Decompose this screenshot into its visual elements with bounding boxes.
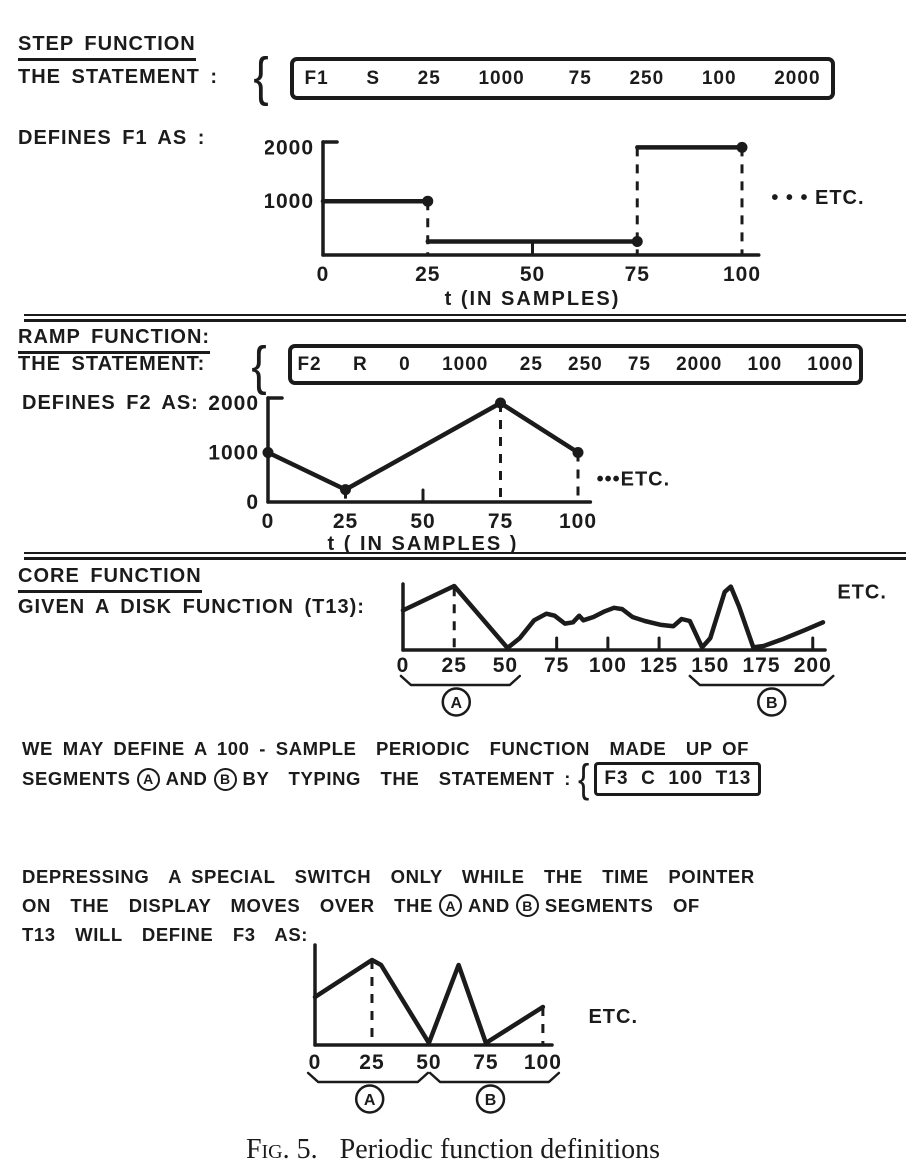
periodic-line2-part2: AND [165, 768, 208, 789]
svg-text:75: 75 [543, 654, 570, 677]
svg-text:1000: 1000 [208, 441, 259, 465]
svg-text:75: 75 [473, 1051, 499, 1074]
segment-a-badge: A [137, 768, 160, 791]
svg-text:B: B [765, 695, 778, 712]
switch-text-line1: DEPRESSING A SPECIAL SWITCH ONLY WHILE THE TIME POINTER [22, 866, 755, 887]
statement-label-1: THE STATEMENT : [18, 66, 219, 88]
left-brace-glyph-3: { [578, 757, 590, 801]
statement-text-f2: F2 R 0 1000 25 250 75 2000 100 1000 [297, 353, 854, 375]
svg-text:75: 75 [624, 263, 650, 286]
switch-line2-part3: SEGMENTS OF [544, 894, 700, 916]
section-divider-1 [24, 314, 906, 322]
svg-text:0: 0 [246, 491, 259, 514]
svg-text:ETC.: ETC. [837, 581, 887, 604]
svg-text:• • • ETC.: • • • ETC. [771, 186, 865, 209]
svg-text:125: 125 [640, 654, 679, 677]
periodic-line2-part1: SEGMENTS [22, 768, 131, 789]
svg-text:A: A [363, 1092, 376, 1109]
svg-text:175: 175 [742, 654, 781, 677]
svg-text:0: 0 [261, 510, 275, 533]
left-brace-glyph-2: { [251, 336, 267, 396]
svg-text:•••ETC.: •••ETC. [596, 468, 671, 491]
defines-f1-label: DEFINES F1 AS : [18, 127, 206, 149]
figure-number: Fig. 5. [245, 1134, 318, 1165]
svg-text:25: 25 [415, 263, 441, 286]
svg-text:75: 75 [487, 510, 514, 533]
step-function-heading: STEP FUNCTION [18, 33, 196, 61]
svg-text:2000: 2000 [265, 136, 314, 160]
core-function-heading: CORE FUNCTION [18, 565, 202, 593]
segment-b-badge: B [214, 768, 237, 791]
ramp-function-heading: RAMP FUNCTION: [18, 326, 210, 354]
figure-caption [0, 1134, 906, 1166]
ramp-function-chart [170, 388, 730, 565]
svg-text:25: 25 [332, 510, 359, 533]
given-disk-function-label: GIVEN A DISK FUNCTION (T13): [18, 596, 365, 618]
statement-label-2: THE STATEMENT: [18, 353, 206, 375]
svg-text:1000: 1000 [265, 190, 314, 214]
svg-text:0: 0 [396, 654, 410, 677]
svg-text:50: 50 [492, 654, 519, 677]
statement-text-f1: F1 S 25 1000 75 250 100 2000 [304, 67, 821, 89]
svg-text:150: 150 [691, 654, 730, 677]
svg-text:B: B [484, 1092, 497, 1109]
switch-line2-part2: AND [467, 894, 510, 916]
disk-function-t13-chart [388, 572, 906, 745]
segment-b-badge-2: B [516, 894, 539, 917]
left-brace-glyph-1: { [253, 47, 269, 107]
svg-text:100: 100 [722, 263, 762, 286]
svg-text:50: 50 [416, 1051, 442, 1074]
svg-text:100: 100 [523, 1051, 562, 1074]
svg-text:100: 100 [558, 510, 598, 533]
svg-text:0: 0 [308, 1051, 322, 1074]
switch-text-line3: T13 WILL DEFINE F3 AS: [22, 924, 309, 945]
section-divider-2 [24, 552, 906, 560]
periodic-line2-part3: BY TYPING THE STATEMENT : [242, 768, 571, 789]
svg-text:50: 50 [410, 510, 436, 533]
defines-f2-label: DEFINES F2 AS: [22, 392, 199, 414]
step-function-chart [265, 130, 898, 325]
svg-text:t ( IN SAMPLES ): t ( IN SAMPLES ) [327, 533, 519, 555]
svg-text:0: 0 [316, 263, 330, 286]
figure-caption-text: Periodic function definitions [339, 1134, 661, 1165]
statement-box-f3: F3 C 100 T13 [594, 762, 761, 796]
f3-function-chart [296, 935, 726, 1140]
periodic-text-line2 [22, 757, 761, 801]
svg-text:200: 200 [793, 654, 832, 677]
svg-text:25: 25 [359, 1051, 385, 1074]
svg-text:25: 25 [441, 654, 467, 677]
svg-text:ETC.: ETC. [588, 1006, 639, 1028]
svg-text:t (IN SAMPLES): t (IN SAMPLES) [444, 288, 621, 310]
switch-line2-part1: ON THE DISPLAY MOVES OVER THE [22, 894, 433, 916]
svg-text:100: 100 [588, 654, 627, 677]
svg-text:A: A [450, 695, 463, 712]
statement-box-f1 [290, 57, 835, 100]
segment-a-badge-2: A [439, 894, 462, 917]
svg-text:50: 50 [519, 263, 546, 286]
periodic-text-line1: WE MAY DEFINE A 100 - SAMPLE PERIODIC FUNCTION MADE UP OF [22, 738, 750, 759]
svg-text:2000: 2000 [208, 391, 259, 415]
statement-box-f2 [288, 344, 863, 385]
switch-text-line2 [22, 894, 700, 917]
